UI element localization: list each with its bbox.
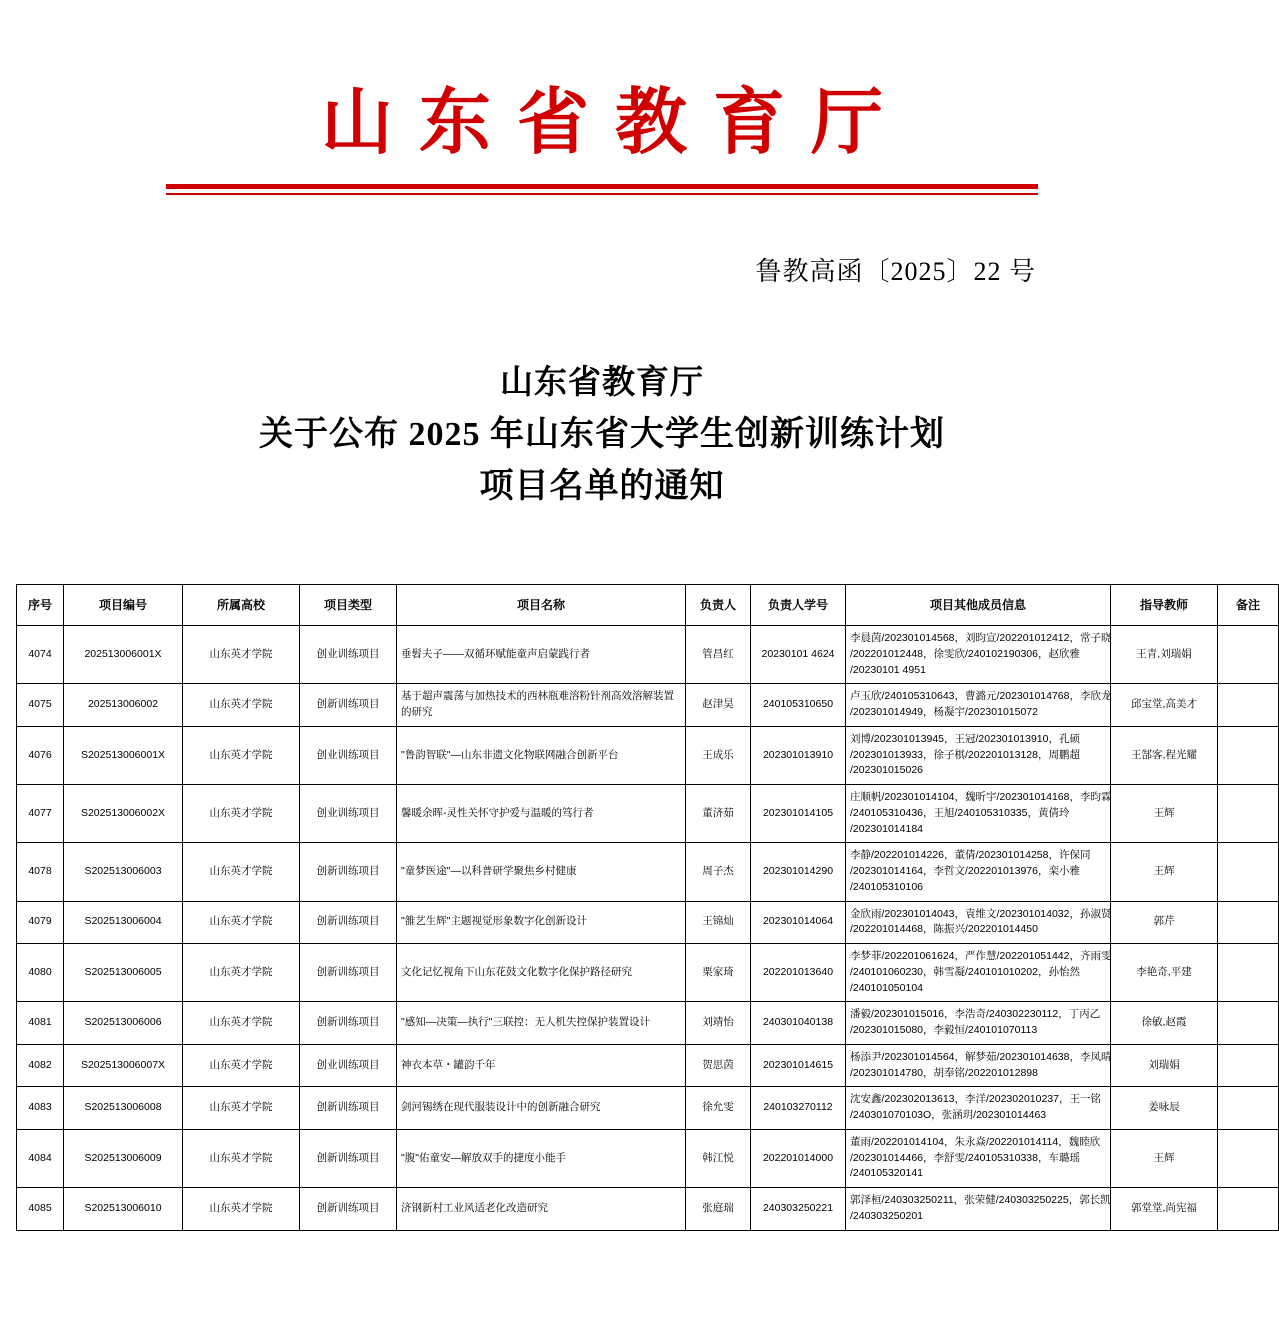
cell-members [846,1044,1111,1087]
cell-name: "鲁韵智联"—山东非遗文化物联网融合创新平台 [397,726,686,784]
member-line: 李梦菲/202201061624，严作慧/202201051442，齐雨雯 [850,950,1112,963]
column-header-remark: 备注 [1218,585,1279,626]
cell-index: 4076 [17,726,64,784]
cell-name: "雒艺生辉"主题视觉形象数字化创新设计 [397,901,686,944]
column-header-student-id: 负责人学号 [751,585,846,626]
cell-teacher: 徐敏,赵霞 [1111,1002,1218,1045]
cell-code: S202513006001X [64,726,183,784]
cell-code: S202513006010 [64,1188,183,1231]
table-row [17,944,1279,1002]
member-line: /202301013933，徐子棋/202201013128，周鹏超 [850,748,1080,761]
cell-members [846,1087,1111,1130]
column-header-leader: 负责人 [686,585,751,626]
cell-remark [1218,901,1279,944]
cell-student-id: 202201013640 [751,944,846,1002]
cell-school: 山东英才学院 [183,726,300,784]
column-header-name: 项目名称 [397,585,686,626]
cell-index: 4081 [17,1002,64,1045]
cell-student-id: 202301014064 [751,901,846,944]
member-line: 李晨茵/202301014568，刘昀宣/202201012412，常子晓 [850,632,1112,645]
cell-leader: 徐允雯 [686,1087,751,1130]
cell-teacher: 姜咏辰 [1111,1087,1218,1130]
cell-remark [1218,1129,1279,1187]
cell-name: 垂髫夫子——双循环赋能童声启蒙践行者 [397,626,686,684]
cell-leader: 贺思茵 [686,1044,751,1087]
member-line: /202301014164，李哲文/202201013976，栾小雅 [850,865,1080,878]
table-row [17,1087,1279,1130]
cell-school: 山东英才学院 [183,1087,300,1130]
column-header-index: 序号 [17,585,64,626]
cell-school: 山东英才学院 [183,1188,300,1231]
table-row [17,901,1279,944]
cell-type: 创业训练项目 [300,726,397,784]
cell-name: 神衣本草・罐韵千年 [397,1044,686,1087]
member-line: /240101060230，韩雪凝/240101010202，孙怡然 [850,965,1080,978]
cell-members [846,726,1111,784]
cell-members [846,626,1111,684]
cell-school: 山东英才学院 [183,901,300,944]
cell-remark [1218,785,1279,843]
cell-type: 创新训练项目 [300,901,397,944]
cell-index: 4082 [17,1044,64,1087]
cell-teacher: 刘瑞娟 [1111,1044,1218,1087]
member-line: /202201012448，徐雯欣/240102190306，赵欣雅 [850,647,1080,660]
table-row [17,726,1279,784]
column-header-code: 项目编号 [64,585,183,626]
cell-index: 4080 [17,944,64,1002]
title-line-2: 关于公布 2025 年山东省大学生创新训练计划 [259,415,945,453]
member-line: 金欣雨/202301014043，袁维文/202301014032，孙淑贤 [850,907,1112,920]
member-line: 杨添尹/202301014564，解梦茹/202301014638，李凤晴 [850,1050,1112,1063]
column-header-teacher: 指导教师 [1111,585,1218,626]
cell-leader: 张庭瑞 [686,1188,751,1231]
member-line: 郭泽桓/240303250211，张荣健/240303250225，郭长凯 [850,1194,1111,1207]
cell-school: 山东英才学院 [183,1129,300,1187]
cell-type: 创业训练项目 [300,1044,397,1087]
cell-student-id: 202301014290 [751,843,846,901]
cell-leader: 王锦灿 [686,901,751,944]
cell-index: 4075 [17,684,64,727]
project-list-table-wrap [16,584,1260,1231]
masthead [0,0,1204,195]
member-line: /202301014466，李舒雯/240105310338，车璐瑶 [850,1151,1080,1164]
cell-school: 山东英才学院 [183,684,300,727]
title-line-3: 项目名单的通知 [479,468,725,506]
cell-remark [1218,1188,1279,1231]
cell-teacher: 王辉 [1111,843,1218,901]
cell-index: 4079 [17,901,64,944]
cell-type: 创新训练项目 [300,843,397,901]
cell-teacher: 郭堂堂,尚宪福 [1111,1188,1218,1231]
table-header [17,585,1279,626]
member-line: /202301014184 [850,822,923,835]
table-row [17,626,1279,684]
cell-remark [1218,626,1279,684]
cell-code: S202513006002X [64,785,183,843]
cell-name: "感知—决策—执行"三联控：无人机失控保护装置设计 [397,1002,686,1045]
cell-remark [1218,684,1279,727]
document-number: 鲁教高函〔2025〕22 号 [755,256,1036,286]
column-header-school: 所属高校 [183,585,300,626]
cell-index: 4074 [17,626,64,684]
cell-remark [1218,1002,1279,1045]
cell-teacher: 王辉 [1111,785,1218,843]
cell-name: "童梦医途"—以科普研学聚焦乡村健康 [397,843,686,901]
table-row [17,843,1279,901]
cell-student-id: 202301014105 [751,785,846,843]
cell-name: 基于超声震荡与加热技术的西林瓶难溶粉针剂高效溶解装置的研究 [397,684,686,727]
member-line: /202301015080，李毅恒/240101070113 [850,1024,1038,1037]
cell-remark [1218,726,1279,784]
cell-remark [1218,1087,1279,1130]
cell-code: 202513006001X [64,626,183,684]
cell-code: S202513006009 [64,1129,183,1187]
cell-code: 202513006002 [64,684,183,727]
member-line: 庄顺帆/202301014104，魏昕宇/202301014168，李昀霖 [850,791,1112,804]
cell-teacher: 李艳奇,平建 [1111,944,1218,1002]
cell-name: 济钢新村工业风适老化改造研究 [397,1188,686,1231]
cell-name: "腹"佑童安—解放双手的捷度小能手 [397,1129,686,1187]
cell-index: 4083 [17,1087,64,1130]
cell-members [846,1129,1111,1187]
cell-school: 山东英才学院 [183,785,300,843]
cell-teacher: 王郜客,程光耀 [1111,726,1218,784]
cell-student-id: 202201014000 [751,1129,846,1187]
cell-members [846,785,1111,843]
masthead-rule-thin [166,193,1038,195]
cell-index: 4084 [17,1129,64,1187]
cell-code: S202513006003 [64,843,183,901]
member-line: 刘博/202301013945，王冠/202301013910，孔硕 [850,732,1080,745]
cell-school: 山东英才学院 [183,843,300,901]
cell-leader: 管昌红 [686,626,751,684]
table-header-row [17,585,1279,626]
cell-name: 剑河锡绣在现代服装设计中的创新融合研究 [397,1087,686,1130]
cell-school: 山东英才学院 [183,626,300,684]
member-line: /240105310106 [850,880,923,893]
member-line: /20230101 4951 [850,663,926,676]
cell-type: 创新训练项目 [300,1188,397,1231]
cell-type: 创新训练项目 [300,684,397,727]
cell-type: 创新训练项目 [300,944,397,1002]
cell-code: S202513006007X [64,1044,183,1087]
cell-index: 4077 [17,785,64,843]
project-list-table [16,584,1279,1231]
member-line: /202301014780，胡奉铭/202201012898 [850,1066,1038,1079]
member-line: /240105320141 [850,1167,923,1180]
member-line: /240101050104 [850,981,923,994]
table-row [17,684,1279,727]
member-line: /240105310436，王旭/240105310335，黄倩玲 [850,806,1070,819]
title-line-1: 山东省教育厅 [500,364,704,401]
issuing-authority-title: 山东省教育厅 [320,83,909,163]
cell-name: 文化记忆视角下山东花鼓文化数字化保护路径研究 [397,944,686,1002]
cell-code: S202513006008 [64,1087,183,1130]
cell-members [846,843,1111,901]
cell-student-id: 202301014615 [751,1044,846,1087]
cell-type: 创业训练项目 [300,785,397,843]
member-line: 沈安鑫/202302013613，李洋/202302010237，王一铭 [850,1093,1101,1106]
member-line: /202301014949，杨凝宇/202301015072 [850,706,1038,719]
cell-student-id: 202301013910 [751,726,846,784]
table-row [17,1188,1279,1231]
cell-type: 创新训练项目 [300,1087,397,1130]
member-line: /202201014468，陈振兴/202201014450 [850,923,1038,936]
table-row [17,785,1279,843]
cell-leader: 韩江悦 [686,1129,751,1187]
cell-members [846,944,1111,1002]
cell-student-id: 240103270112 [751,1087,846,1130]
cell-members [846,684,1111,727]
cell-student-id: 240105310650 [751,684,846,727]
cell-type: 创新训练项目 [300,1002,397,1045]
cell-type: 创业训练项目 [300,626,397,684]
cell-school: 山东英才学院 [183,944,300,1002]
cell-teacher: 王辉 [1111,1129,1218,1187]
column-header-members: 项目其他成员信息 [846,585,1111,626]
member-line: 董雨/202201014104，朱永焱/202201014114，魏睦欣 [850,1135,1101,1148]
cell-leader: 董济茹 [686,785,751,843]
member-line: /240301070103O，张涵玥/202301014463 [850,1109,1047,1122]
cell-student-id: 240301040138 [751,1002,846,1045]
cell-teacher: 王青,刘瑞娟 [1111,626,1218,684]
cell-type: 创新训练项目 [300,1129,397,1187]
table-row [17,1044,1279,1087]
document-title-block [0,358,1204,515]
member-line: 卢玉欣/240105310643，曹潞元/202301014768，李欣龙 [850,690,1112,703]
cell-members [846,901,1111,944]
table-body [17,626,1279,1231]
masthead-rule-thick [166,184,1038,189]
cell-code: S202513006004 [64,901,183,944]
cell-code: S202513006005 [64,944,183,1002]
table-row [17,1002,1279,1045]
cell-index: 4078 [17,843,64,901]
member-line: 潘毅/202301015016，李浩奇/240302230112，丁丙乙 [850,1008,1101,1021]
cell-leader: 栗家琦 [686,944,751,1002]
cell-remark [1218,843,1279,901]
cell-remark [1218,1044,1279,1087]
cell-leader: 刘靖怡 [686,1002,751,1045]
masthead-rule [166,184,1038,195]
cell-leader: 周子杰 [686,843,751,901]
cell-school: 山东英才学院 [183,1044,300,1087]
cell-remark [1218,944,1279,1002]
member-line: 李静/202201014226，董倩/202301014258，许保同 [850,849,1091,862]
cell-leader: 王成乐 [686,726,751,784]
member-line: /202301015026 [850,764,923,777]
member-line: /240303250201 [850,1209,923,1222]
cell-student-id: 240303250221 [751,1188,846,1231]
cell-members [846,1188,1111,1231]
cell-name: 馨暖余晖-灵性关怀守护爱与温暖的笃行者 [397,785,686,843]
cell-school: 山东英才学院 [183,1002,300,1045]
cell-teacher: 郭芹 [1111,901,1218,944]
table-row [17,1129,1279,1187]
cell-teacher: 邱宝堂,高美才 [1111,684,1218,727]
cell-index: 4085 [17,1188,64,1231]
cell-members [846,1002,1111,1045]
cell-code: S202513006006 [64,1002,183,1045]
cell-leader: 赵津昊 [686,684,751,727]
column-header-type: 项目类型 [300,585,397,626]
cell-student-id: 20230101 4624 [751,626,846,684]
